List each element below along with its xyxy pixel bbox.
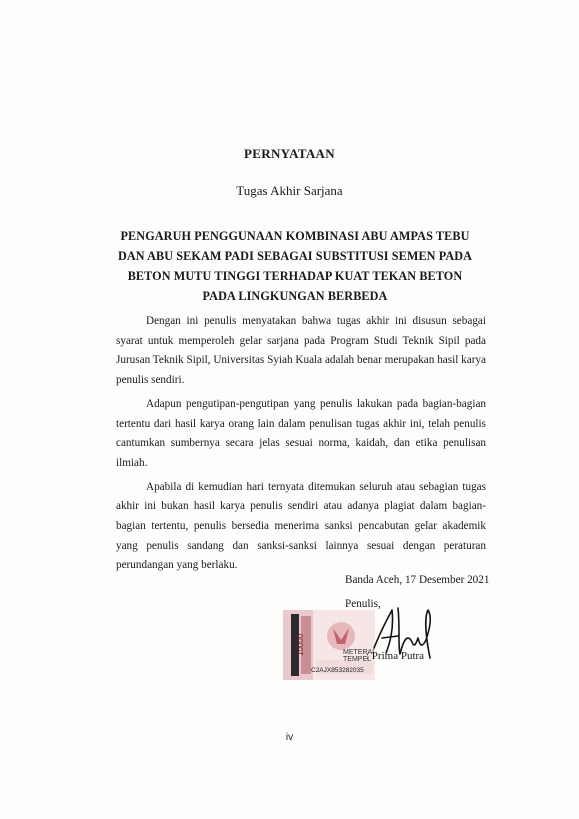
statement-paragraph: Dengan ini penulis menyatakan bahwa tugas akhir ini disusun sebagai syarat untuk memperoleh gelar sarjana pada Program Studi Teknik Sipil pada Jurusan Teknik Sipil, Universitas Syiah Kuala adalah benar merupakan hasil karya penulis sendiri.	[116, 315, 486, 387]
stamp-serial: C2AJX853282035	[311, 667, 364, 674]
page-heading: PERNYATAAN	[244, 146, 335, 161]
stamp-label-1: METERAI	[343, 649, 375, 656]
thesis-title-line: BETON MUTU TINGGI TERHADAP KUAT TEKAN BETON	[127, 269, 463, 283]
stamp-amount: 10000	[296, 633, 305, 656]
stamp-label-2: TEMPEL	[343, 656, 372, 663]
revenue-stamp	[283, 610, 375, 680]
statement-body	[116, 312, 486, 580]
statement-paragraph: Adapun pengutipan-pengutipan yang penulis lakukan pada bagian-bagian tertentu dari hasil karya orang lain dalam penulisan tugas akhir ini, telah penulis cantumkan sumbernya secara jelas sesuai norma, kaidah, dan etika penulisan ilmiah.	[116, 397, 486, 469]
place-date: Banda Aceh, 17 Desember 2021	[345, 574, 490, 586]
document-type: Tugas Akhir Sarjana	[236, 183, 343, 198]
signer-role: Penulis,	[345, 598, 381, 610]
thesis-title-line: DAN ABU SEKAM PADI SEBAGAI SUBSTITUSI SEMEN PADA	[117, 249, 473, 263]
thesis-title-line: PADA LINGKUNGAN BERBEDA	[202, 289, 388, 303]
statement-paragraph: Apabila di kemudian hari ternyata ditemukan seluruh atau sebagian tugas akhir ini bukan hasil karya penulis sendiri atau adanya plagiat dalam bagian-bagian tertentu, penulis bersedia menerima sanksi pencabutan gelar akademik yang penulis sandang dan sanksi-sanksi lainnya sesuai dengan peraturan perundangan yang berlaku.	[116, 480, 486, 572]
signer-name: : Prima Putra	[366, 650, 425, 662]
page-number: iv	[285, 732, 294, 743]
thesis-title-line: PENGARUH PENGGUNAAN KOMBINASI ABU AMPAS TEBU	[120, 229, 470, 243]
thesis-title	[100, 226, 490, 306]
